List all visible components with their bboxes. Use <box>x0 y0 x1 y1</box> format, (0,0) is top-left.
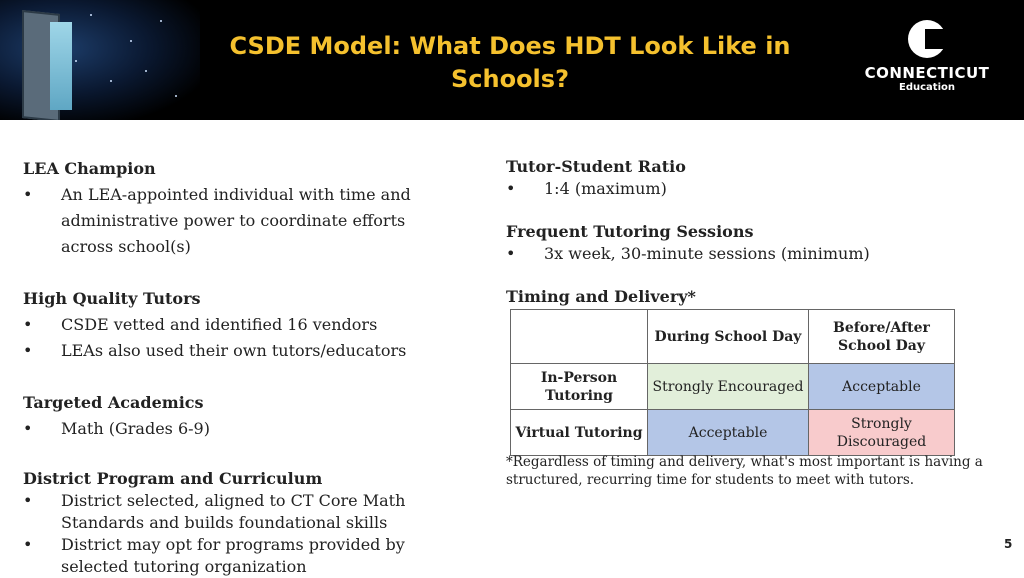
sessions-value: • 3x week, 30-minute sessions (minimum) <box>506 243 996 265</box>
sessions-heading: Frequent Tutoring Sessions <box>506 222 754 241</box>
connecticut-logo <box>852 20 1002 93</box>
col-header-before-after: Before/After School Day <box>809 310 955 364</box>
bullet-item: • An LEA-appointed individual with time and administrative power to coordinate efforts across school(s) <box>23 182 443 260</box>
bullet-item: • District selected, aligned to CT Core Math Standards and builds foundational skills <box>23 490 443 534</box>
bullet-item: • Math (Grades 6-9) <box>23 416 443 442</box>
section-heading: Targeted Academics <box>23 393 204 412</box>
ratio-heading: Tutor-Student Ratio <box>506 157 686 176</box>
logo-main-text: CONNECTICUT <box>864 64 990 82</box>
col-header-during: During School Day <box>648 310 809 364</box>
header-door-image <box>0 0 200 120</box>
right-column <box>506 156 996 308</box>
doorway-icon <box>50 22 72 110</box>
section-heading: District Program and Curriculum <box>23 469 323 488</box>
row-header-inperson: In-Person Tutoring <box>511 364 648 410</box>
page-number: 5 <box>1004 537 1013 551</box>
ct-logo-icon <box>908 20 946 58</box>
cell-virtual-during: Acceptable <box>648 410 809 456</box>
section-heading: LEA Champion <box>23 159 156 178</box>
logo-sub-text: Education <box>899 82 955 93</box>
timing-heading: Timing and Delivery* <box>506 287 696 306</box>
table-corner-cell <box>511 310 648 364</box>
cell-inperson-before: Acceptable <box>809 364 955 410</box>
left-column <box>23 156 443 578</box>
cell-virtual-before: Strongly Discouraged <box>809 410 955 456</box>
page-title: CSDE Model: What Does HDT Look Like in Schools? <box>229 32 791 93</box>
section-heading: High Quality Tutors <box>23 289 201 308</box>
row-header-virtual: Virtual Tutoring <box>511 410 648 456</box>
header-banner <box>0 0 1024 120</box>
cell-inperson-during: Strongly Encouraged <box>648 364 809 410</box>
ratio-value: • 1:4 (maximum) <box>506 178 996 200</box>
bullet-item: • District may opt for programs provided by selected tutoring organization <box>23 534 443 578</box>
timing-delivery-table <box>510 309 955 456</box>
bullet-item: • CSDE vetted and identified 16 vendors <box>23 312 443 338</box>
bullet-item: • LEAs also used their own tutors/educators <box>23 338 443 364</box>
footnote: *Regardless of timing and delivery, what's most important is having a structured, recurring time for students to meet with tutors. <box>506 454 983 488</box>
